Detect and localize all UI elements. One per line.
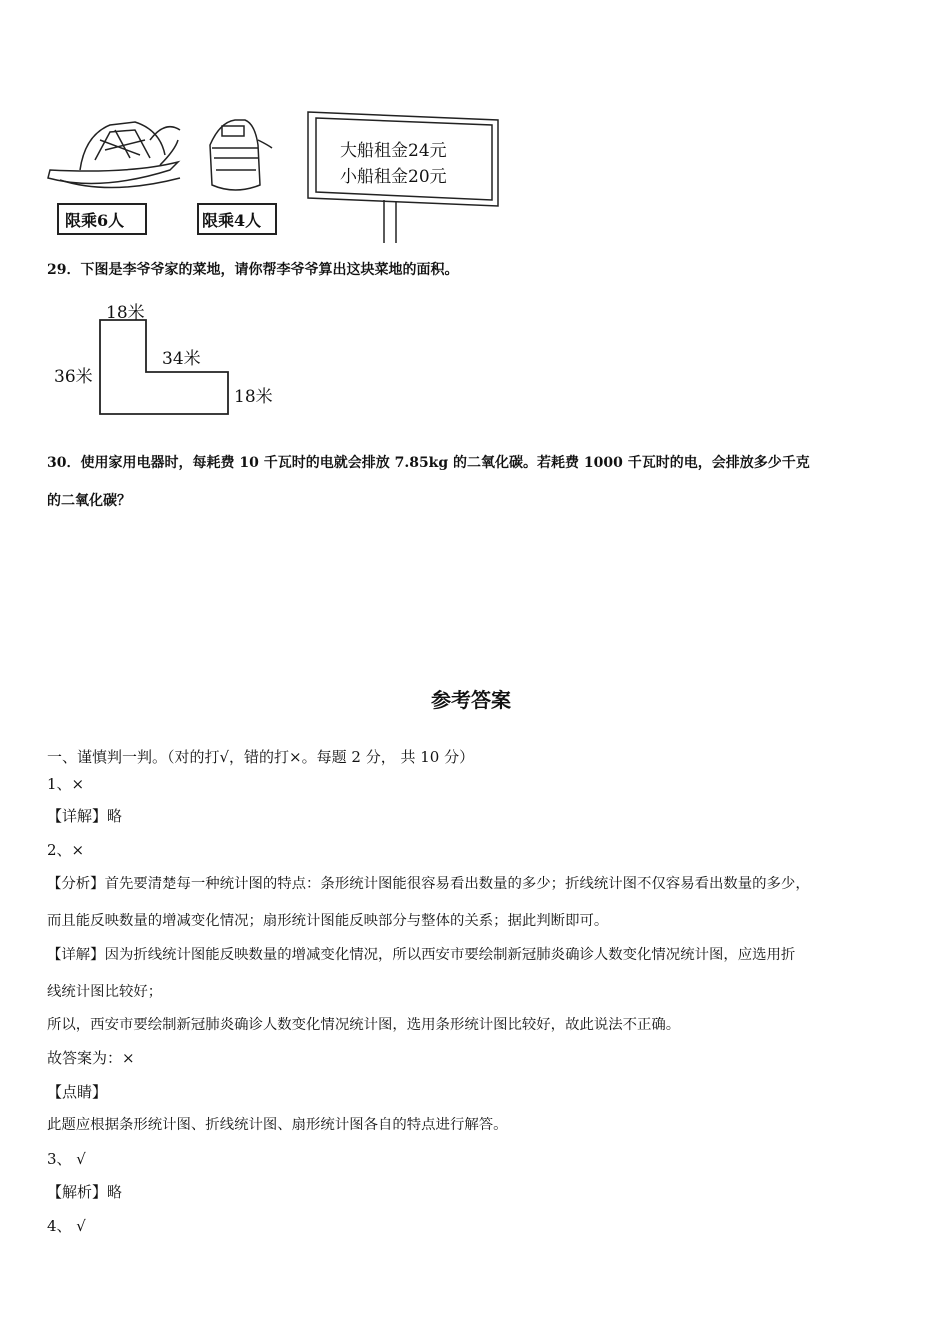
answer-2-detail-line1: 【详解】因为折线统计图能反映数量的增减变化情况，所以西安市要绘制新冠肺炎确诊人数变化情况统计图，应选用折 xyxy=(47,947,796,963)
answers-title: 参考答案 xyxy=(431,688,511,712)
answer-2-point: 此题应根据条形统计图、折线统计图、扇形统计图各自的特点进行解答。 xyxy=(47,1117,508,1133)
answer-2-detail-line3: 所以，西安市要绘制新冠肺炎确诊人数变化情况统计图，选用条形统计图比较好，故此说法不正确。 xyxy=(47,1017,681,1033)
answer-3: 3、 √ xyxy=(47,1150,86,1168)
answer-2-analysis-line1: 【分析】首先要清楚每一种统计图的特点：条形统计图能很容易看出数量的多少；折线统计图不仅容易看出数量的多少， xyxy=(47,876,810,892)
dimension-right: 18米 xyxy=(234,387,273,407)
answer-3-detail: 【解析】略 xyxy=(47,1183,123,1201)
answer-4: 4、 √ xyxy=(47,1217,86,1235)
dimension-middle: 34米 xyxy=(162,349,201,369)
answer-2-detail-line2: 线统计图比较好； xyxy=(47,984,163,1000)
answer-2-final: 故答案为：× xyxy=(47,1049,135,1067)
question-30-line1: 30．使用家用电器时，每耗费 10 千瓦时的电就会排放 7.85kg 的二氧化碳。若耗费 1000 千瓦时的电，会排放多少千克 xyxy=(47,455,810,471)
question-30-line2: 的二氧化碳？ xyxy=(47,493,131,509)
boat-rental-figure xyxy=(40,100,510,250)
answer-2-point-label: 【点睛】 xyxy=(47,1083,108,1101)
sign-small-boat-price: 小船租金20元 xyxy=(340,167,447,187)
answer-2: 2、× xyxy=(47,841,85,859)
big-boat-capacity: 限乘6人 xyxy=(65,211,125,230)
section-1-heading: 一、谨慎判一判。（对的打√，错的打×。每题 2 分， 共 10 分） xyxy=(47,748,475,766)
answer-1: 1、× xyxy=(47,775,85,793)
question-29: 29．下图是李爷爷家的菜地，请你帮李爷爷算出这块菜地的面积。 xyxy=(47,262,459,278)
small-boat-icon xyxy=(210,120,272,190)
big-boat-icon xyxy=(48,122,180,188)
small-boat-capacity: 限乘4人 xyxy=(202,211,262,230)
answer-1-detail: 【详解】略 xyxy=(47,807,123,825)
vegetable-plot-figure xyxy=(50,292,290,422)
sign-big-boat-price: 大船租金24元 xyxy=(340,141,447,161)
dimension-top: 18米 xyxy=(106,303,145,323)
answer-2-analysis-line2: 而且能反映数量的增减变化情况；扇形统计图能反映部分与整体的关系；据此判断即可。 xyxy=(47,913,609,929)
dimension-left: 36米 xyxy=(54,367,93,387)
